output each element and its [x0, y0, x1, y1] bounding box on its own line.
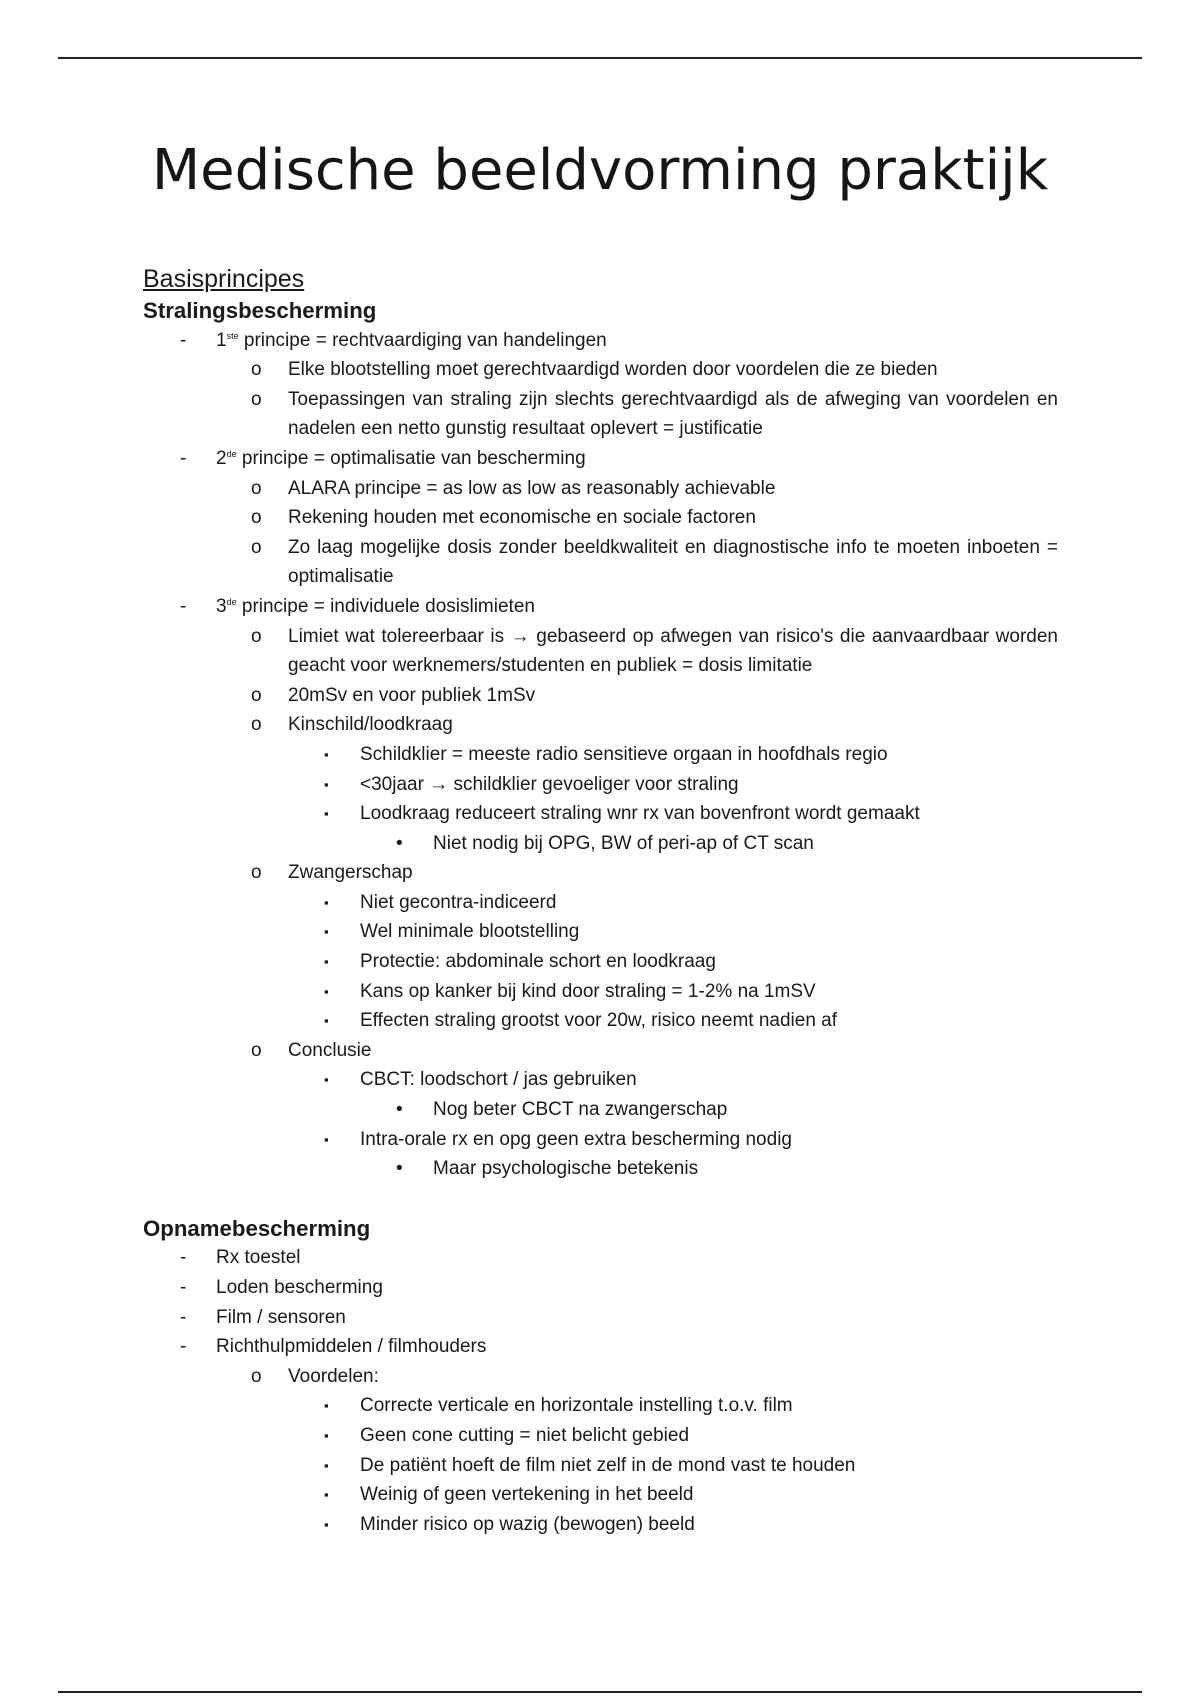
- bullet-marker: •: [396, 1099, 403, 1121]
- list-item: [143, 592, 1058, 1184]
- list-item: [143, 622, 1058, 681]
- bottom-rule: [58, 1691, 1142, 1693]
- list-item-text: principe = optimalisatie van bescherming: [236, 447, 586, 469]
- bullet-marker: ▪: [324, 954, 329, 970]
- bullet-marker: ▪: [324, 1487, 329, 1503]
- list-item-text: Voordelen:: [288, 1365, 379, 1387]
- bullet-marker: ▪: [324, 1427, 329, 1443]
- bullet-marker: -: [180, 1306, 187, 1328]
- dash-marker: -: [180, 447, 187, 469]
- list-item: [143, 977, 1058, 1007]
- bullet-marker: ▪: [324, 894, 329, 910]
- list-item: [143, 1332, 1058, 1539]
- bullet-marker: ▪: [324, 1072, 329, 1088]
- list-item: [143, 355, 1058, 385]
- dash-marker: -: [180, 329, 187, 351]
- bullet-marker: ▪: [324, 806, 329, 822]
- bullet-marker: o: [251, 684, 262, 706]
- bullet-marker: ▪: [324, 983, 329, 999]
- list-item: [143, 888, 1058, 918]
- list-item-text: Intra-orale rx en opg geen extra bescherming nodig: [360, 1128, 792, 1150]
- list-item-text: CBCT: loodschort / jas gebruiken: [360, 1069, 637, 1091]
- bullet-marker: ▪: [324, 746, 329, 762]
- list-item-text: De patiënt hoeft de film niet zelf in de mond vast te houden: [360, 1454, 856, 1476]
- subheading-opnamebescherming: Opnamebescherming: [143, 1215, 371, 1241]
- bullet-marker: o: [251, 388, 262, 410]
- list-item: [143, 444, 1058, 592]
- list-item: [143, 503, 1058, 533]
- list-item: [143, 681, 1058, 711]
- opname-list: [143, 1243, 1058, 1539]
- list-item-text: Nog beter CBCT na zwangerschap: [433, 1099, 728, 1121]
- list-item-text: Loodkraag reduceert straling wnr rx van bovenfront wordt gemaakt: [360, 803, 920, 825]
- list-item-text: Protectie: abdominale schort en loodkraag: [360, 951, 716, 973]
- list-item-text: principe = rechtvaardiging van handelingen: [238, 329, 607, 351]
- list-item-text: 1: [216, 329, 227, 351]
- top-rule: [58, 57, 1142, 59]
- list-item: [143, 829, 1058, 859]
- list-item-text: ste: [226, 330, 239, 341]
- list-item: [143, 1243, 1058, 1273]
- bullet-marker: o: [251, 714, 262, 736]
- list-item-text: Niet gecontra-indiceerd: [360, 891, 557, 913]
- list-item: [143, 710, 1058, 858]
- bullet-marker: o: [251, 1365, 262, 1387]
- list-item: [143, 474, 1058, 504]
- list-item: [143, 1480, 1058, 1510]
- list-item-text: de: [226, 448, 237, 459]
- list-item-text: Maar psychologische betekenis: [433, 1158, 699, 1180]
- list-item-text: Minder risico op wazig (bewogen) beeld: [360, 1513, 695, 1535]
- list-item: [143, 1391, 1058, 1421]
- list-item-text: Geen cone cutting = niet belicht gebied: [360, 1424, 690, 1446]
- list-item-text: Weinig of geen vertekening in het beeld: [360, 1484, 694, 1506]
- bullet-marker: ▪: [324, 776, 329, 792]
- list-item: [143, 1303, 1058, 1333]
- list-item: [143, 770, 1058, 800]
- list-item: [143, 1451, 1058, 1481]
- list-item-text: Richthulpmiddelen / filmhouders: [216, 1336, 487, 1358]
- list-item: [143, 1273, 1058, 1303]
- list-item: [143, 1362, 1058, 1540]
- list-item: [143, 799, 1058, 858]
- list-item-text: de: [226, 596, 237, 607]
- bullet-marker: -: [180, 1336, 187, 1358]
- list-item-text: <30jaar → schildklier gevoeliger voor straling: [360, 773, 739, 795]
- list-item-text: 20mSv en voor publiek 1mSv: [288, 684, 536, 706]
- bullet-marker: ▪: [324, 1013, 329, 1029]
- list-item: [143, 947, 1058, 977]
- bullet-marker: o: [251, 1039, 262, 1061]
- bullet-marker: ▪: [324, 1457, 329, 1473]
- list-item: [143, 858, 1058, 1036]
- dash-marker: -: [180, 595, 187, 617]
- list-item-text: Wel minimale blootstelling: [360, 921, 580, 943]
- list-item: [143, 1510, 1058, 1540]
- list-item: [143, 1421, 1058, 1451]
- bullet-marker: o: [251, 507, 262, 529]
- list-item: [143, 385, 1058, 444]
- bullet-marker: o: [251, 536, 262, 558]
- list-item-text: Effecten straling grootst voor 20w, risico neemt nadien af: [360, 1010, 838, 1032]
- bullet-marker: ▪: [324, 1398, 329, 1414]
- list-item: [143, 1154, 1058, 1184]
- bullet-marker: •: [396, 832, 403, 854]
- bullet-marker: ▪: [324, 924, 329, 940]
- page-title: Medische beeldvorming praktijk: [151, 138, 1049, 203]
- list-item: [143, 1065, 1058, 1124]
- list-item-text: principe = individuele dosislimieten: [236, 595, 535, 617]
- list-item-text: Zwangerschap: [288, 862, 413, 884]
- bullet-marker: -: [180, 1247, 187, 1269]
- list-item-text: Loden bescherming: [216, 1277, 383, 1298]
- list-item-text: Rekening houden met economische en sociale factoren: [288, 507, 756, 529]
- list-item-text: Schildklier = meeste radio sensitieve orgaan in hoofdhals regio: [360, 743, 888, 765]
- list-item: [143, 1036, 1058, 1184]
- list-item: [143, 326, 1058, 444]
- list-item: [143, 917, 1058, 947]
- list-item-text: ALARA principe = as low as low as reasonably achievable: [288, 477, 776, 499]
- list-item-text: 3: [216, 595, 227, 617]
- list-item: [143, 740, 1058, 770]
- bullet-marker: o: [251, 625, 262, 647]
- list-item: [143, 1095, 1058, 1125]
- list-item-text: Elke blootstelling moet gerechtvaardigd worden door voordelen die ze bieden: [288, 359, 938, 381]
- list-item-text: Correcte verticale en horizontale instelling t.o.v. film: [360, 1395, 793, 1417]
- list-item-text: Kinschild/loodkraag: [288, 714, 453, 736]
- list-item-text: Toepassingen van straling zijn slechts gerechtvaardigd als de afweging van voordelen en nadelen een netto gunstig resultaat oplevert = justificatie: [288, 388, 1058, 440]
- bullet-marker: o: [251, 477, 262, 499]
- list-item-text: Kans op kanker bij kind door straling = 1-2% na 1mSV: [360, 980, 816, 1002]
- bullet-marker: o: [251, 862, 262, 884]
- bullet-marker: o: [251, 359, 262, 381]
- list-item-text: Film / sensoren: [216, 1306, 346, 1328]
- list-item: [143, 1125, 1058, 1184]
- list-item-text: Conclusie: [288, 1039, 372, 1061]
- section-heading: Basisprincipes: [143, 265, 305, 293]
- bullet-marker: ▪: [324, 1131, 329, 1147]
- list-item: [143, 533, 1058, 592]
- bullet-marker: -: [180, 1277, 187, 1298]
- bullet-marker: •: [396, 1158, 403, 1180]
- principles-list: [143, 326, 1058, 1184]
- list-item: [143, 1006, 1058, 1036]
- bullet-marker: ▪: [324, 1516, 329, 1532]
- subheading-stralingsbescherming: Stralingsbescherming: [143, 298, 377, 323]
- list-item-text: Limiet wat tolereerbaar is → gebaseerd op afwegen van risico's die aanvaardbaar worden geacht voor werknemers/studenten en publiek = dosis limitatie: [288, 625, 1058, 677]
- list-item-text: Niet nodig bij OPG, BW of peri-ap of CT scan: [433, 832, 814, 854]
- list-item-text: 2: [216, 447, 227, 469]
- list-item-text: Rx toestel: [216, 1247, 301, 1269]
- document-body: [143, 262, 1058, 1539]
- list-item-text: Zo laag mogelijke dosis zonder beeldkwaliteit en diagnostische info te moeten inboeten = optimalisatie: [288, 536, 1058, 588]
